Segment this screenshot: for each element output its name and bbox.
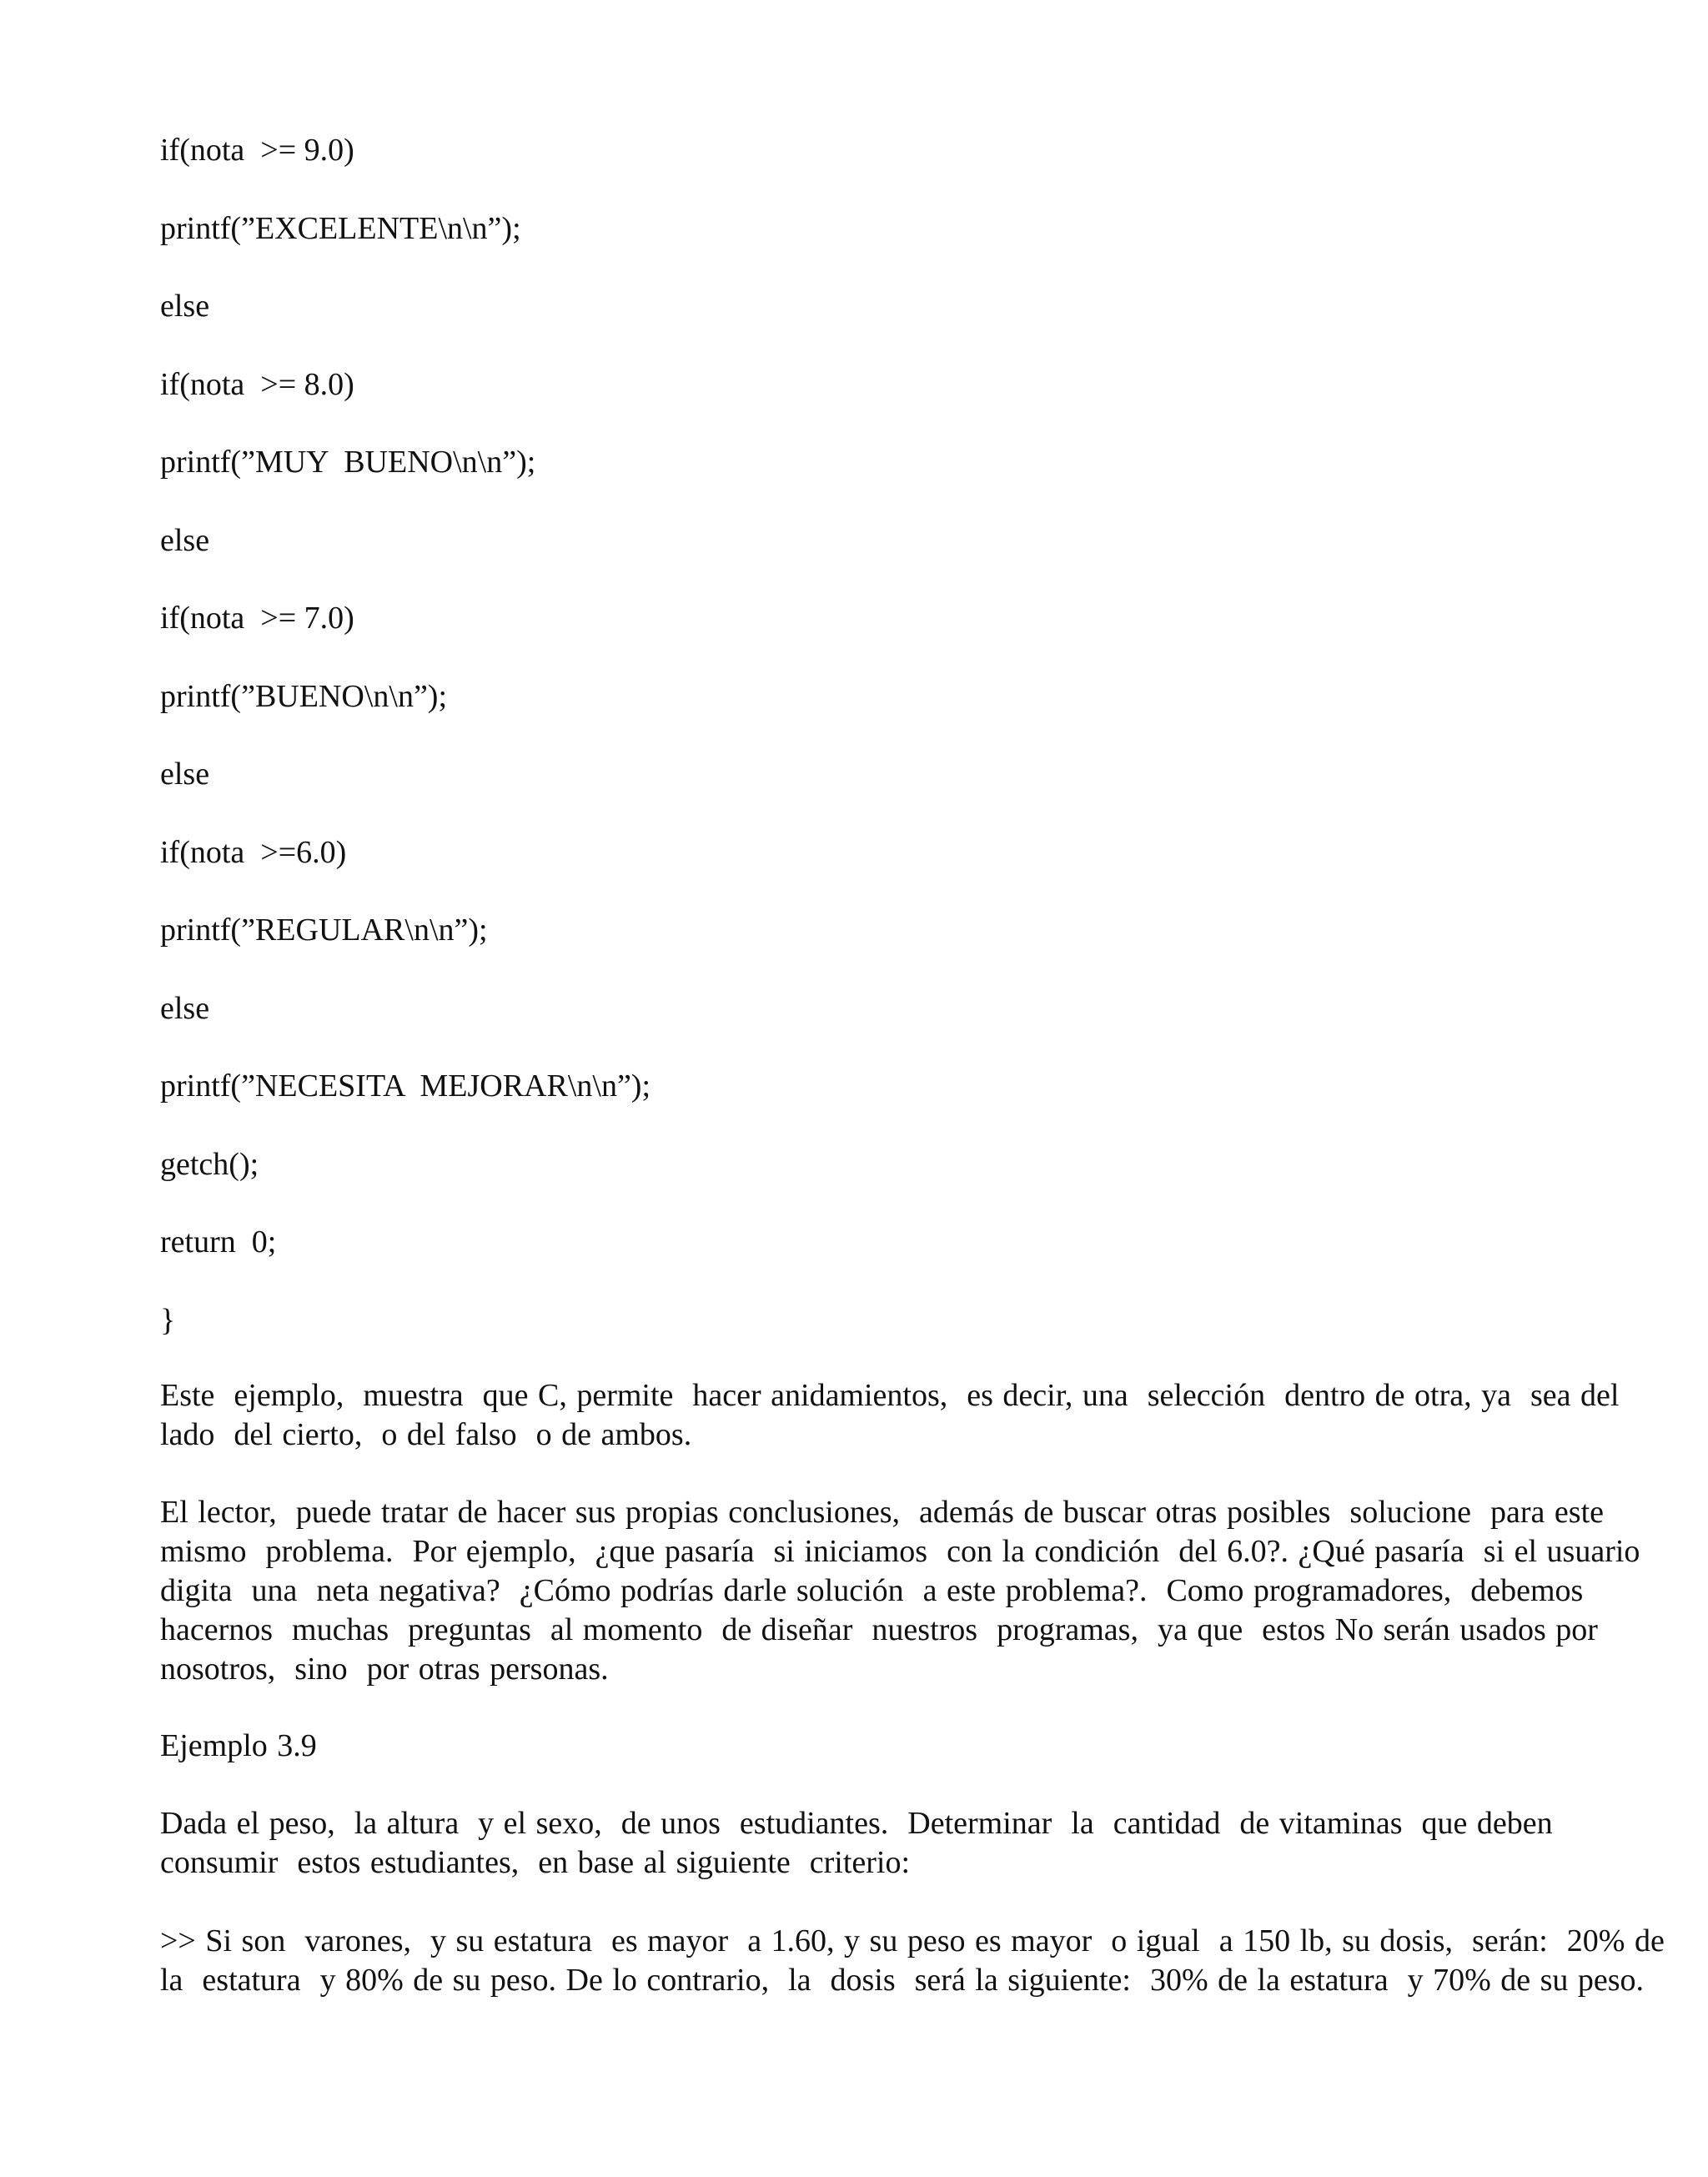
- code-line: else: [160, 523, 210, 558]
- code-line: }: [160, 1303, 176, 1338]
- text-line: El lector, puede tratar de hacer sus propias conclusiones, además de buscar otras posibles solucione para este: [160, 1495, 1604, 1530]
- text-line: Dada el peso, la altura y el sexo, de unos estudiantes. Determinar la cantidad de vitaminas que deben: [160, 1806, 1553, 1841]
- code-line: if(nota >= 7.0): [160, 601, 354, 636]
- code-line: else: [160, 289, 210, 324]
- text-line: consumir estos estudiantes, en base al siguiente criterio:: [160, 1845, 911, 1880]
- code-line: else: [160, 757, 210, 792]
- text-line: nosotros, sino por otras personas.: [160, 1652, 609, 1687]
- code-line: getch();: [160, 1147, 259, 1182]
- text-line: lado del cierto, o del falso o de ambos.: [160, 1417, 692, 1452]
- paragraph-criteria: [160, 1922, 1665, 2000]
- code-line: if(nota >= 9.0): [160, 133, 354, 168]
- text-line: hacernos muchas preguntas al momento de diseñar nuestros programas, ya que estos No serán usados por: [160, 1612, 1598, 1647]
- paragraph-reader-questions: [160, 1493, 1645, 1689]
- code-line: printf(”MUY BUENO\n\n”);: [160, 445, 536, 480]
- text-line: digita una neta negativa? ¿Cómo podrías darle solución a este problema?. Como programadores, debemos: [160, 1573, 1584, 1608]
- text-line: mismo problema. Por ejemplo, ¿que pasaría si iniciamos con la condición del 6.0?. ¿Qué pasaría si el usuario: [160, 1534, 1640, 1569]
- paragraph-problem-statement: [160, 1804, 1645, 1883]
- text-line: Este ejemplo, muestra que C, permite hacer anidamientos, es decir, una selección dentro de otra, ya sea del: [160, 1378, 1620, 1413]
- text-line: la estatura y 80% de su peso. De lo contrario, la dosis será la siguiente: 30% de la estatura y 70% de su peso.: [160, 1963, 1645, 1998]
- code-line: else: [160, 991, 210, 1026]
- text-line: >> Si son varones, y su estatura es mayor a 1.60, y su peso es mayor o igual a 150 lb, su dosis, serán: 20% de: [160, 1923, 1665, 1958]
- paragraph-nesting-explanation: [160, 1376, 1645, 1455]
- code-line: if(nota >=6.0): [160, 835, 347, 870]
- example-heading: Ejemplo 3.9: [160, 1728, 317, 1763]
- code-line: printf(”REGULAR\n\n”);: [160, 913, 488, 948]
- code-line: return 0;: [160, 1224, 277, 1259]
- code-line: printf(”EXCELENTE\n\n”);: [160, 211, 521, 246]
- code-line: if(nota >= 8.0): [160, 367, 354, 402]
- code-line: printf(”BUENO\n\n”);: [160, 679, 448, 714]
- code-line: printf(”NECESITA MEJORAR\n\n”);: [160, 1068, 651, 1104]
